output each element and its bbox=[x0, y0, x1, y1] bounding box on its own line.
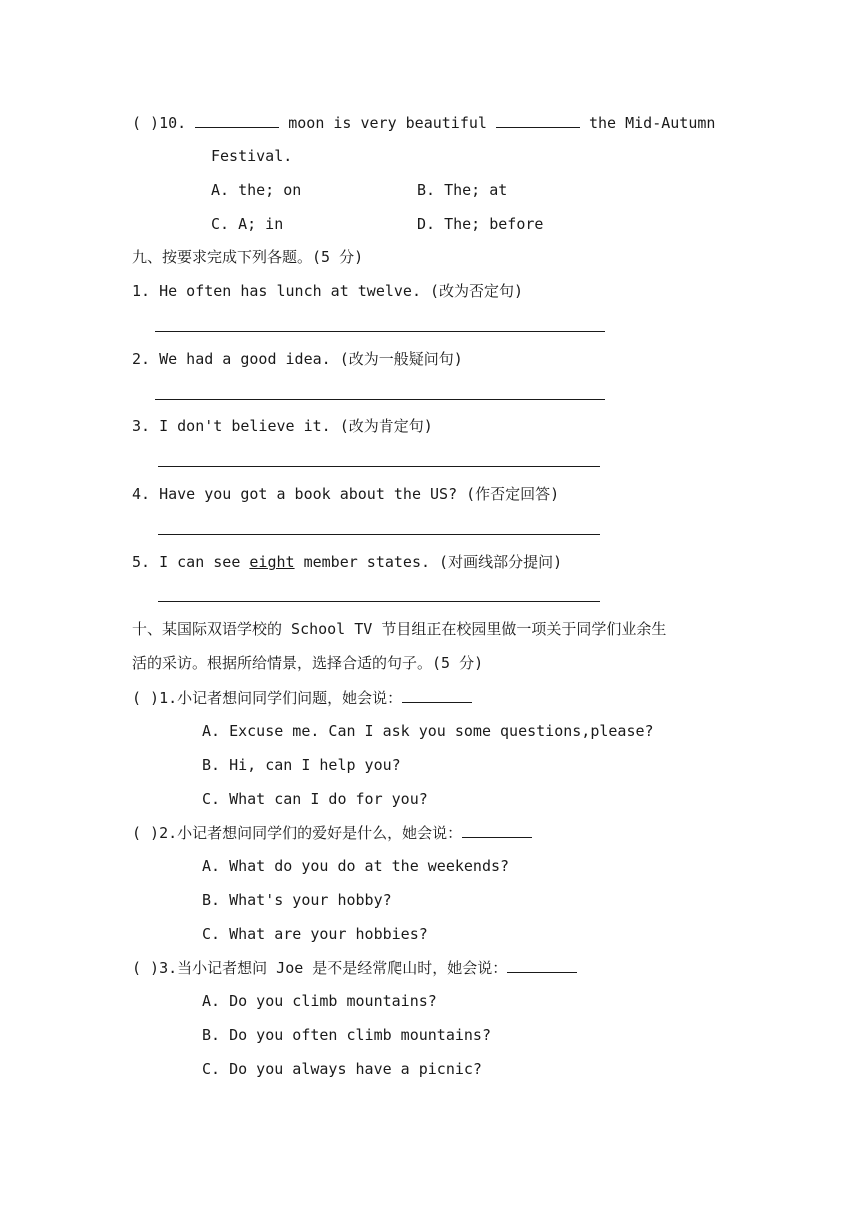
item-text: member states. (对画线部分提问) bbox=[294, 553, 563, 571]
answer-paren: ( ) bbox=[132, 114, 160, 132]
option-a: A. Do you climb mountains? bbox=[202, 992, 437, 1010]
question-text: 1.小记者想问同学们问题，她会说： bbox=[159, 689, 403, 707]
rewrite-item-3: 3. I don't believe it. (改为肯定句) bbox=[132, 417, 433, 435]
option-c: C. What can I do for you? bbox=[202, 790, 428, 808]
question-text: 2.小记者想问同学们的爱好是什么，她会说： bbox=[159, 824, 463, 842]
section-10-heading-line1: 十、某国际双语学校的 School TV 节目组正在校园里做一项关于同学们业余生 bbox=[132, 620, 667, 638]
option-a: A. Excuse me. Can I ask you some questions,please? bbox=[202, 722, 654, 740]
option-a: A. What do you do at the weekends? bbox=[202, 857, 510, 875]
option-b: B. What's your hobby? bbox=[202, 891, 392, 909]
rewrite-item-4: 4. Have you got a book about the US? (作否定回答) bbox=[132, 485, 560, 503]
fill-blank[interactable] bbox=[496, 112, 580, 128]
answer-line[interactable] bbox=[155, 331, 605, 332]
underlined-word: eight bbox=[249, 553, 295, 571]
option-a: A. the; on bbox=[211, 181, 302, 199]
answer-line[interactable] bbox=[155, 399, 605, 400]
choice-question-2 bbox=[132, 822, 532, 843]
section-9-heading: 九、按要求完成下列各题。(5 分) bbox=[132, 248, 364, 266]
option-b: B. Hi, can I help you? bbox=[202, 756, 401, 774]
option-c: C. What are your hobbies? bbox=[202, 925, 428, 943]
answer-line[interactable] bbox=[158, 601, 600, 602]
option-b: B. The; at bbox=[417, 181, 508, 199]
question-text: the Mid-Autumn bbox=[579, 114, 716, 132]
question-text: moon is very beautiful bbox=[279, 114, 496, 132]
option-c: C. Do you always have a picnic? bbox=[202, 1060, 482, 1078]
item-text: 5. I can see bbox=[132, 553, 250, 571]
answer-paren: ( ) bbox=[132, 959, 160, 977]
fill-blank[interactable] bbox=[462, 822, 532, 838]
fill-blank[interactable] bbox=[402, 687, 472, 703]
question-number: 10. bbox=[159, 114, 187, 132]
fill-blank[interactable] bbox=[507, 957, 577, 973]
question-text: 3.当小记者想问 Joe 是不是经常爬山时，她会说： bbox=[159, 959, 508, 977]
option-d: D. The; before bbox=[417, 215, 544, 233]
question-10-line1 bbox=[132, 112, 715, 133]
question-10-line2: Festival. bbox=[211, 147, 293, 165]
answer-paren: ( ) bbox=[132, 824, 160, 842]
option-c: C. A; in bbox=[211, 215, 284, 233]
fill-blank[interactable] bbox=[195, 112, 279, 128]
answer-paren: ( ) bbox=[132, 689, 160, 707]
answer-line[interactable] bbox=[158, 534, 600, 535]
option-b: B. Do you often climb mountains? bbox=[202, 1026, 491, 1044]
rewrite-item-2: 2. We had a good idea. (改为一般疑问句) bbox=[132, 350, 463, 368]
rewrite-item-1: 1. He often has lunch at twelve. (改为否定句) bbox=[132, 282, 524, 300]
answer-line[interactable] bbox=[158, 466, 600, 467]
choice-question-3 bbox=[132, 957, 577, 978]
choice-question-1 bbox=[132, 687, 472, 708]
rewrite-item-5 bbox=[132, 552, 562, 572]
section-10-heading-line2: 活的采访。根据所给情景，选择合适的句子。(5 分) bbox=[132, 654, 484, 672]
